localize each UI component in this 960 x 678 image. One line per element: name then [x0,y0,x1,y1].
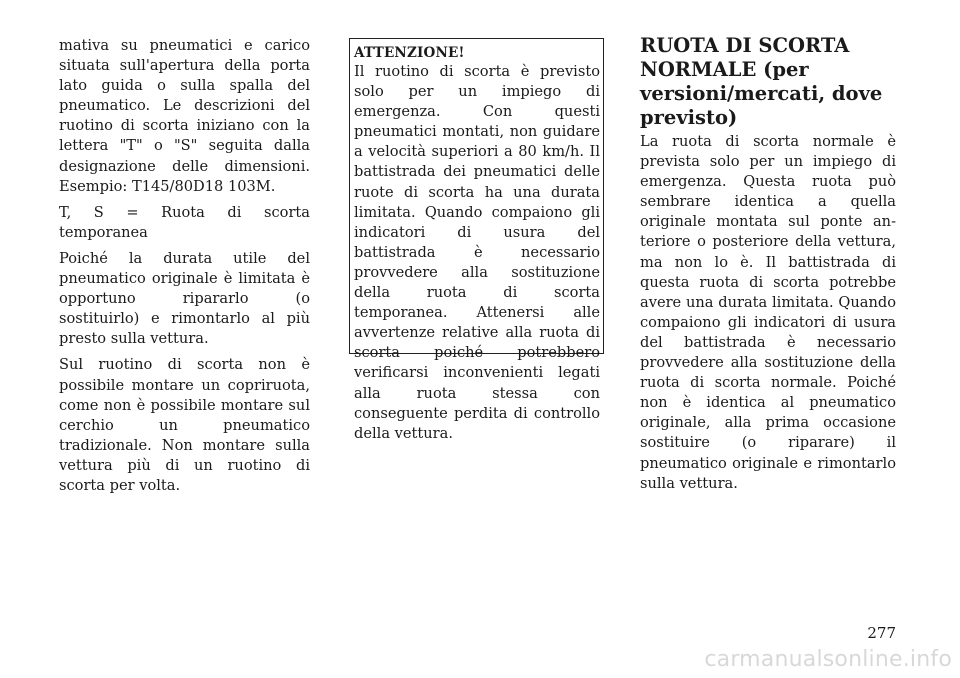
page-number: 277 [867,624,896,642]
left-column [59,36,310,502]
paragraph: Poiché la durata utile del pneumatico originale è limitata è opportuno ripararlo (o sostituirlo) e rimontarlo al più presto sulla vettura. [59,249,310,348]
right-column [640,34,896,500]
warning-box [349,38,604,442]
watermark: carmanualsonline.info [704,647,952,672]
paragraph: Sul ruotino di scorta non è possibile montare un copriruota, come non è possibile montare sul cerchio un pneumatico tradizionale. Non montare sulla vettura più di un ruotino di scorta per volta. [59,356,310,494]
paragraph: mativa su pneumatici e carico situata sull'apertura della porta lato guida o sulla spalla del pneumatico. Le descrizioni del ruotino di scorta iniziano con la lettera "T" o "S" seguita dalla designazione delle dimensioni. Esempio: T145/80D18 103M. [59,37,310,195]
paragraph: T, S = Ruota di scorta temporanea [59,203,310,241]
warning-title: ATTENZIONE! [354,45,465,61]
paragraph: La ruota di scorta normale è prevista solo per un impiego di emergenza. Questa ruota può sembrare identica a quella originale montata sul ponte anteriore o posteriore della vettura, ma non lo è. Il battistrada di questa ruota di scorta potrebbe avere una durata limitata. Quando compaiono gli indicatori di usura del battistrada è necessario provvedere alla sostituzione della ruota di scorta normale. Poiché non è identica al pneumatico originale, alla prima occasione sostituire (o riparare) il pneumatico originale e rimontarlo sulla vettura. [640,133,896,492]
section-heading: RUOTA DI SCORTA NORMALE (per versioni/mercati, dove previsto) [640,34,883,129]
warning-text: Il ruotino di scorta è previsto solo per un impiego di emergenza. Con questi pneumatici montati, non guidare a velocità superiori a 80 km/h. Il battistrada dei pneumatici delle ruote di scorta ha una durata limitata. Quando compaiono gli indicatori di usura del battistrada è necessario provvedere alla sostituzione della ruota di scorta temporanea. Attenersi alle avvertenze relative alla ruota di scorta poiché potrebbero verificarsi inconvenienti legati alla ruota stessa con conseguente perdita di controllo della vettura. [354,63,600,442]
